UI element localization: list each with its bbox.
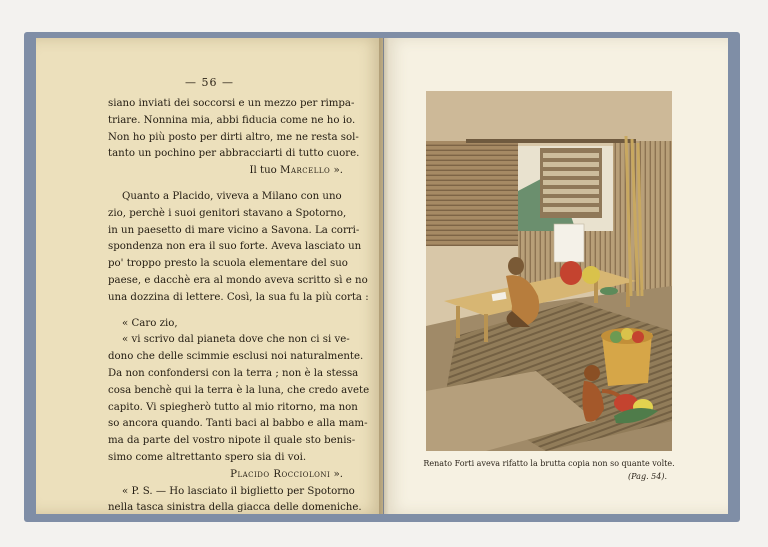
text-line: tanto un pochino per abbracciarti di tutto cuore. — [108, 148, 360, 160]
signature-suffix: ». — [330, 165, 343, 177]
text-line: spondenza non era il suo forte. Aveva lasciato un — [108, 241, 362, 253]
text-line: simo come altrettanto spero sia di voi. — [108, 451, 307, 463]
salutation: « Caro zio, — [122, 317, 178, 329]
text-line: zio, perchè i suoi genitori stavano a Spotorno, — [108, 207, 347, 219]
basket — [601, 328, 653, 386]
text-line: « vi scrivo dal pianeta dove che non ci si ve- — [122, 334, 350, 346]
window-shutter — [540, 148, 602, 218]
text-line: in un paesetto di mare vicino a Savona. La corri- — [108, 224, 360, 236]
signature-line — [108, 163, 343, 180]
text-line: Quanto a Placido, viveva a Milano con uno — [122, 190, 342, 202]
text-line: so ancora quando. Tanti baci al babbo e alla mam- — [108, 418, 368, 430]
text-line: una dozzina di lettere. Così, la sua fu la più corta : — [108, 291, 369, 303]
page-number: — 56 — — [185, 76, 234, 89]
text-line: triare. Nonnina mia, abbi fiducia come ne ho io. — [108, 114, 356, 126]
text-line: Da non confondersi con la terra ; non è la stessa — [108, 367, 359, 379]
book-gutter — [379, 38, 389, 514]
signature-suffix: ». — [330, 468, 343, 480]
text-line: capito. Vi spiegherò tutto al mio ritorno, ma non — [108, 401, 358, 413]
text-line: Non ho più posto per dirti altro, me ne resta sol- — [108, 131, 359, 143]
text-line: cosa benchè qui la terra è la luna, che credo avete — [108, 384, 370, 396]
signature-name: Placido Roccioloni — [230, 468, 331, 480]
signature-line — [108, 467, 343, 484]
text-line: po' troppo presto la scuola elementare del suo — [108, 258, 348, 270]
illustration — [426, 91, 672, 451]
text-line: nella tasca sinistra della giacca delle domeniche. — [108, 502, 362, 514]
illustration-caption: Renato Forti aveva rifatto la brutta copia non so quante volte. — [423, 459, 675, 468]
page-reference: (Pag. 54). — [628, 472, 667, 481]
signature-prefix: Il tuo — [249, 165, 277, 177]
text-line: « P. S. — Ho lasciato il biglietto per Spotorno — [122, 485, 355, 497]
text-line: ma da parte del vostro nipote il quale sto benis- — [108, 435, 356, 447]
signature-name: Marcello — [280, 165, 331, 177]
text-line: paese, e dacchè era al mondo aveva scritto sì e no — [108, 274, 368, 286]
text-line: dono che delle scimmie esclusi noi naturalmente. — [108, 351, 364, 363]
body-text — [108, 96, 370, 517]
text-line: siano inviati dei soccorsi e un mezzo per rimpa- — [108, 98, 355, 109]
